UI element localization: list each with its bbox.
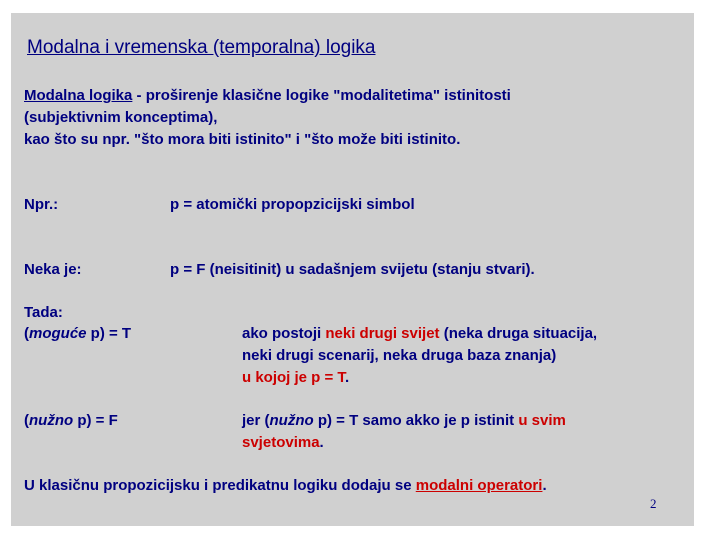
slide-title: Modalna i vremenska (temporalna) logika [27, 37, 376, 58]
world-condition-highlight: u kojoj je p = T [242, 369, 345, 386]
let-label: Neka je: [24, 261, 82, 278]
modal-operators-link: modalni operatori [415, 477, 543, 494]
necessary-operator: nužno [29, 412, 74, 429]
page-number: 2 [650, 496, 657, 511]
necessary-explanation-1: jer (nužno p) = T samo akko je p istinit u svim [242, 412, 566, 429]
possible-explanation-1: ako postoji neki drugi svijet (neka druga situacija, [242, 325, 598, 342]
intro-line-1-rest: - proširenje klasične logike "modalitetima" istinitosti [132, 87, 511, 104]
then-label: Tada: [24, 304, 63, 321]
intro-line-3: kao što su npr. "što mora biti istinito" i "što može biti istinito. [24, 131, 461, 148]
example-label: Npr.: [24, 196, 59, 213]
other-world-highlight: neki drugi svijet [325, 325, 440, 342]
possible-expression: (moguće p) = T [24, 325, 132, 342]
conclusion: U klasičnu propozicijsku i predikatnu logiku dodaju se modalni operatori. [24, 477, 547, 494]
intro-term: Modalna logika [24, 87, 133, 104]
example-text: p = atomički propopzicijski simbol [170, 196, 415, 213]
all-worlds-highlight: u svim [518, 412, 566, 429]
possible-explanation-3: u kojoj je p = T. [242, 369, 350, 386]
necessary-explanation-2: svjetovima. [242, 434, 324, 451]
intro-line-2: (subjektivnim konceptima), [24, 109, 218, 126]
let-text: p = F (neisitinit) u sadašnjem svijetu (stanju stvari). [170, 261, 535, 278]
necessary-expression: (nužno p) = F [24, 412, 118, 429]
possible-explanation-2: neki drugi scenarij, neka druga baza znanja) [242, 347, 557, 364]
possible-operator: moguće [29, 325, 87, 342]
worlds-highlight: svjetovima [242, 434, 320, 451]
intro-line-1 [24, 86, 511, 105]
